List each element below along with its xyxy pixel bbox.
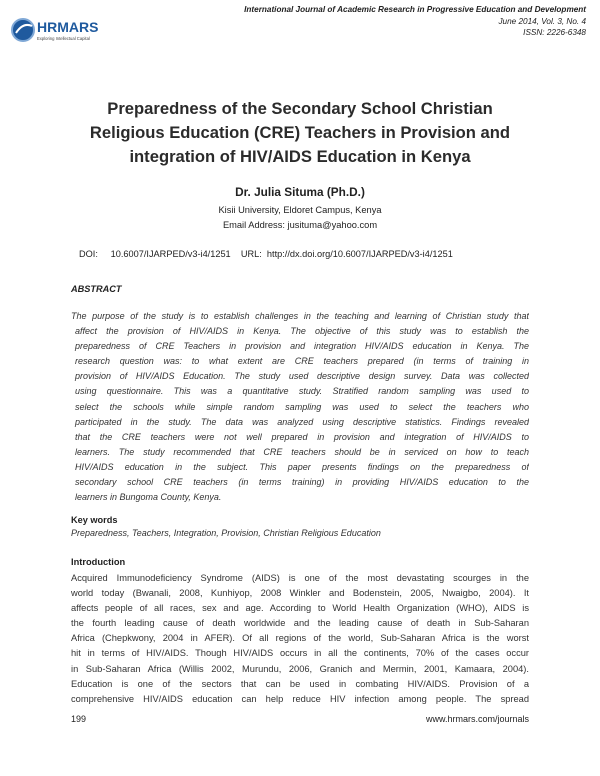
author-name: Dr. Julia Situma (Ph.D.) bbox=[235, 185, 365, 199]
intro-line: comprehensive HIV/AIDS education can help reduce HIV infection among people. The spread bbox=[71, 693, 529, 704]
logo-graphic bbox=[10, 14, 110, 48]
abstract-line: preparedness of CRE Teachers in provision and integration HIV/AIDS education in Kenya. The bbox=[75, 341, 529, 352]
abstract-line: The purpose of the study is to establish challenges in the teaching and learning of Christian study that bbox=[71, 311, 529, 321]
intro-line: the fourth leading cause of death worldwide and the leading cause of death in Sub-Saharan bbox=[71, 618, 529, 629]
abstract-line: using questionnaire. This was a quantitative study. Stratified random sampling was used to bbox=[75, 386, 529, 397]
intro-line: world today (Bwanali, 2008, Kunhiyop, 2008 Winkler and Bodenstein, 2005, Nwaigbo, 2004). It bbox=[71, 588, 529, 599]
keywords-text: Preparedness, Teachers, Integration, Provision, Christian Religious Education bbox=[71, 528, 381, 538]
intro-line: in Sub-Saharan Africa (Willis 2002, Murundu, 2006, Granich and Mermin, 2001, Kamaara, 2004). bbox=[71, 663, 529, 674]
hrmars-logo bbox=[10, 14, 110, 48]
abstract-line: that the CRE teachers were not well prepared in provision and integration of HIV/AIDS to bbox=[75, 431, 529, 442]
abstract-line: affect the provision of HIV/AIDS in Kenya. The objective of this study was to establish the bbox=[75, 326, 529, 337]
introduction-heading: Introduction bbox=[71, 557, 126, 567]
intro-line: Education is one of the sectors that can be used in combating HIV/AIDS. Provision of a bbox=[71, 678, 529, 689]
abstract-line: select the schools while simple random sampling was used to select the teachers who bbox=[75, 401, 529, 412]
website-link[interactable]: www.hrmars.com/journals bbox=[425, 714, 529, 724]
intro-line: Acquired Immunodeficiency Syndrome (AIDS) is one of the most devastating scourges in the bbox=[71, 573, 529, 583]
intro-line: affects people of all races, sex and age. According to World Health Organization (WHO), AIDS is bbox=[71, 603, 529, 614]
intro-line: hit in terms of HIV/AIDS. Though HIV/AIDS occurs in all the continents, 70% of the cases occur bbox=[71, 648, 529, 659]
abstract-line: participated in the study. The data was analyzed using descriptive statistics. Findings revealed bbox=[75, 416, 529, 427]
abstract-line: learners. The study recommended that CRE teachers should be in serviced on how to teach bbox=[75, 446, 529, 457]
abstract-body bbox=[71, 309, 529, 505]
logo-text: HRMARS bbox=[37, 19, 99, 35]
journal-name: International Journal of Academic Research in Progressive Education and Development bbox=[244, 5, 586, 14]
abstract-line: research question was: to what extent are CRE teachers prepared (in terms of training in bbox=[75, 356, 529, 367]
journal-issn: ISSN: 2226-6348 bbox=[523, 28, 586, 37]
paper-title bbox=[40, 97, 560, 169]
abstract-heading: ABSTRACT bbox=[71, 284, 122, 294]
abstract-line: HIV/AIDS education in the subject. This paper presents findings on the preparedness of bbox=[75, 461, 529, 472]
abstract-line: learners in Bungoma County, Kenya. bbox=[75, 492, 222, 503]
journal-issue: June 2014, Vol. 3, No. 4 bbox=[498, 16, 586, 26]
intro-line: Africa (Chepkwony, 2004 in AFER). Of all regions of the world, Sub-Saharan Africa is the worst bbox=[71, 633, 529, 644]
page-number: 199 bbox=[71, 714, 87, 724]
title-line: Preparedness of the Secondary School Christian bbox=[107, 99, 493, 118]
doi-line: DOI: 10.6007/IJARPED/v3-i4/1251 URL: http://dx.doi.org/10.6007/IJARPED/v3-i4/1251 bbox=[79, 249, 453, 259]
author-email: Email Address: jusituma@yahoo.com bbox=[222, 220, 378, 230]
keywords-heading: Key words bbox=[71, 515, 118, 525]
introduction-body bbox=[71, 571, 529, 707]
title-line: Religious Education (CRE) Teachers in Provision and bbox=[89, 123, 511, 142]
abstract-line: secondary school CRE teachers (in terms training) in providing HIV/AIDS education to the bbox=[75, 477, 529, 488]
title-line: integration of HIV/AIDS Education in Kenya bbox=[129, 147, 471, 166]
journal-header bbox=[244, 4, 586, 39]
author-affiliation: Kisii University, Eldoret Campus, Kenya bbox=[218, 205, 382, 215]
logo-tagline: Exploring Intellectual Capital bbox=[37, 36, 90, 41]
abstract-line: provision of HIV/AIDS Education. The study used descriptive design survey. Data was collected bbox=[75, 371, 529, 382]
